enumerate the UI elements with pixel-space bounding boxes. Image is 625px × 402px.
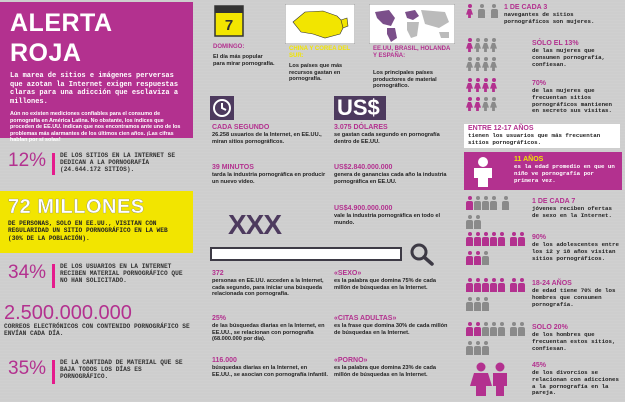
right-stat-text: de las mujeres que consumen pornografía, confiesan. [532,47,606,68]
money-stat-3 [334,205,450,226]
time-stat-text: 26.258 usuarios de la Internet, en EE.UU., miran sitios pornográficos. [212,132,322,145]
stat-block-sites [8,150,193,186]
man-icon [491,4,498,18]
region-producers [369,4,455,100]
region-domingo [209,4,279,100]
region-china-korea [285,4,355,100]
right-stat-6 [532,198,622,220]
yellow-stat-box [0,191,193,253]
icons-13-percent [466,38,504,76]
man-icon [518,278,525,292]
man-icon [498,278,505,292]
youth-icon [502,196,509,210]
region-label: DOMINGO: [213,44,245,50]
man-icon [466,278,473,292]
youth-icon [474,215,481,229]
stat-divider [52,153,55,175]
right-stat-5-box [464,152,622,190]
search-stat-head: 372 [212,270,224,277]
stat-block-unsolicited [8,262,193,296]
keyword-stat-1 [334,270,450,291]
icons-1-of-3 [466,4,499,23]
woman-icon [490,57,497,71]
teen-icon [466,232,473,246]
woman-icon [466,57,473,71]
woman-icon [474,57,481,71]
right-stat-text: de los divorcios se relacionan con adicciones a la pornografía en la pareja. [532,369,619,397]
right-stat-1 [504,4,622,26]
search-stat-head: 25% [212,315,227,322]
right-stat-8 [532,280,622,308]
teen-icon [518,232,525,246]
intro-body: Aún no existen mediciones confiables para el consumo de pornografía en América Latina. No obstante, los índices que proceden de EE.UU. indican que nos encontramos ante uno de los problemas más alarmantes de los últimos cien años. ¡Las cifras hablan por sí solas! [10,111,181,144]
world-map-icon [369,4,455,44]
stat-value: 34% [8,262,47,283]
man-icon [490,322,497,336]
stat-value: 35% [8,358,47,379]
right-stat-head: 1 DE CADA 3 [504,4,548,11]
right-stat-head: ENTRE 12-17 AÑOS [468,125,534,132]
icons-70-percent [466,78,504,116]
man-icon [490,278,497,292]
money-stat-text: genera de ganancias cada año la industria pornográfica en EE.UU. [334,172,447,185]
woman-icon [466,4,473,18]
right-stat-4-box [464,124,620,148]
right-stat-head: 18-24 AÑOS [532,280,572,287]
time-stat-head: 39 MINUTOS [212,164,254,171]
clock-icon [210,96,234,120]
stat-text: DE LOS USUARIOS EN LA INTERNET RECIBEN MATERIAL PORNOGRÁFICO QUE NO HAN SOLICITADO. [60,263,183,285]
keyword-stat-head: «SEXO» [334,270,362,277]
right-stat-2 [532,40,622,68]
woman-icon [474,38,481,52]
magnifier-icon [409,242,435,266]
region-desc: Los países que más recursos gastan en pornografía. [289,63,343,83]
region-label: EE.UU, BRASIL, HOLANDA Y ESPAÑA: [373,46,451,59]
woman-icon [466,78,473,92]
time-stat-1 [212,124,328,145]
stat-text: DE LOS SITIOS EN LA INTERNET SE DEDICAN A LA PORNOGRAFÍA (24.644.172 SITIOS). [60,152,176,174]
right-stat-text: tienen los usuarios que más frecuentan sitios pornográficos. [468,132,601,146]
youth-icon [474,196,481,210]
woman-icon [466,38,473,52]
stat-divider [52,360,55,384]
man-icon [498,322,505,336]
woman-icon [490,97,497,111]
money-stat-text: vale la industria pornográfica en todo el mundo. [334,213,440,226]
search-stat-head: 116.000 [212,357,237,364]
search-stat-text: de las búsquedas diarias en la Internet, en EE.UU., se relacionan con pornografía (68.000.000 por día). [212,323,325,343]
money-stat-head: 3.075 DÓLARES [334,124,388,131]
stat-value: 2.500.000.000 [4,302,132,324]
right-stat-text: navegantes de sitios pornográficos son mujeres. [504,11,595,25]
right-column [458,0,625,402]
man-icon [478,4,485,18]
woman-icon [482,97,489,111]
keyword-stat-text: es la palabra que domina 75% de cada millón de búsquedas en la Internet. [334,278,436,291]
xxx-graphic: XXX [228,209,282,240]
woman-icon [482,78,489,92]
right-stat-text: de los adolescentes entre los 12 y 18 años visitan sitios pornográficos. [532,241,619,262]
page-title: ALERTA ROJA [10,9,112,67]
right-stat-text: jóvenes reciben ofertas de sexo en la Internet. [532,205,613,219]
right-stat-7 [532,234,622,262]
youth-icon [490,196,497,210]
icons-1-of-7 [466,196,514,234]
search-stat-2 [212,315,328,343]
woman-icon [474,78,481,92]
search-stat-text: búsquedas diarias en la Internet, en EE.UU., se asocian con pornografía infantil. [212,365,328,378]
right-stat-head: SOLO 20% [532,324,568,331]
right-stat-head: 11 AÑOS [514,156,544,163]
man-icon [466,341,473,355]
woman-icon [490,38,497,52]
search-stat-text: personas en EE.UU. acceden a la Internet, cada segundo, para iniciar una búsqueda relacionada con pornografía. [212,278,324,298]
couple-icon [470,362,510,396]
keyword-stat-head: «CITAS ADULTAS» [334,315,397,322]
right-stat-5 [514,156,620,184]
time-stat-head: CADA SEGUNDO [212,124,270,131]
search-stat-3 [212,357,328,378]
man-icon [466,297,473,311]
man-icon [510,278,517,292]
right-stat-head: SÓLO EL 13% [532,40,579,47]
woman-icon [482,38,489,52]
right-stat-9 [532,324,622,352]
teen-icon [510,232,517,246]
search-stat-1 [212,270,328,298]
right-stat-head: 1 DE CADA 7 [532,198,576,205]
right-stat-10 [532,362,622,397]
icons-20-percent [466,322,530,360]
asia-map-icon [285,4,355,44]
keyword-stat-text: es la frase que domina 30% de cada millón de búsquedas en la Internet. [334,323,448,336]
stat-text: CORREOS ELECTRÓNICOS CON CONTENIDO PORNOGRÁFICO SE ENVÍAN CADA DÍA. [4,323,190,338]
teen-icon [482,232,489,246]
region-desc: Los principales países productores de material pornográfico. [373,70,437,90]
search-bar-graphic [210,247,402,261]
money-stat-1 [334,124,450,145]
svg-text:7: 7 [224,17,234,34]
stat-text: DE LA CANTIDAD DE MATERIAL QUE SE BAJA TODOS LOS DÍAS ES PORNOGRÁFICO. [60,359,183,381]
yellow-stat-value: 72 MILLONES [8,196,145,218]
money-stat-head: US$4.900.000.000 [334,205,393,212]
right-stat-text: de edad tiene 70% de los hombres que consumen pornografía. [532,287,616,308]
teen-icon [482,251,489,265]
man-icon [510,322,517,336]
calendar-icon [209,4,279,42]
keyword-stat-2 [334,315,450,336]
stat-value: 12% [8,150,47,171]
teen-icon [490,232,497,246]
money-stat-2 [334,164,450,185]
right-stat-head: 90% [532,234,547,241]
icons-18-24 [466,278,530,316]
woman-icon [474,97,481,111]
keyword-stat-text: es la palabra que domina 23% de cada millón de búsquedas en la Internet. [334,365,436,378]
keyword-stat-head: «PORNO» [334,357,368,364]
woman-icon [490,78,497,92]
intro-lead: La marea de sitios e imágenes perversas que azotan la Internet exigen respuestas claras para una adicción que esclaviza a millones. [10,72,179,106]
teen-icon [498,232,505,246]
man-icon [474,341,481,355]
man-icon [482,341,489,355]
woman-icon [466,97,473,111]
title-box [0,2,193,144]
man-icon [474,297,481,311]
icons-90-percent [466,232,530,270]
child-icon [470,156,496,188]
teen-icon [466,251,473,265]
right-stat-head: 45% [532,362,547,369]
man-icon [474,322,481,336]
money-title: US$ [334,96,386,120]
man-icon [474,278,481,292]
money-stat-text: se gastan cada segundo en pornografía dentro de EE.UU. [334,132,440,145]
right-stat-text: de los hombres que frecuentan estos sitios, confiesan. [532,331,616,352]
man-icon [482,322,489,336]
stat-block-emails [4,302,193,338]
youth-icon [466,215,473,229]
stat-divider [52,264,55,288]
man-icon [518,322,525,336]
money-stat-head: US$2.840.000.000 [334,164,393,171]
time-stat-2 [212,164,328,185]
region-label: CHINA Y COREA DEL SUR: [289,46,350,59]
teen-icon [474,232,481,246]
right-stat-head: 70% [532,80,547,87]
man-icon [482,278,489,292]
woman-icon [482,57,489,71]
youth-icon [466,196,473,210]
stat-block-downloads [8,358,193,392]
yellow-stat-text: DE PERSONAS, SOLO EN EE.UU., VISITAN CON REGULARIDAD UN SITIO PORNOGRÁFICO EN LA WEB (30% DE LA POBLACIÓN). [8,220,168,242]
right-stat-3 [532,80,622,115]
right-stat-text: es la edad promedio en que un niño ve pornografía por primera vez. [514,163,615,184]
man-icon [482,297,489,311]
youth-icon [482,196,489,210]
region-desc: El día más popular para mirar pornografía. [213,54,275,67]
teen-icon [474,251,481,265]
right-stat-text: de las mujeres que frecuentan sitios pornográficos mantienen en secreto sus visitas. [532,87,613,115]
time-stat-text: tarda la industria pornográfica en producir un nuevo video. [212,172,326,185]
man-icon [466,322,473,336]
keyword-stat-3 [334,357,450,378]
